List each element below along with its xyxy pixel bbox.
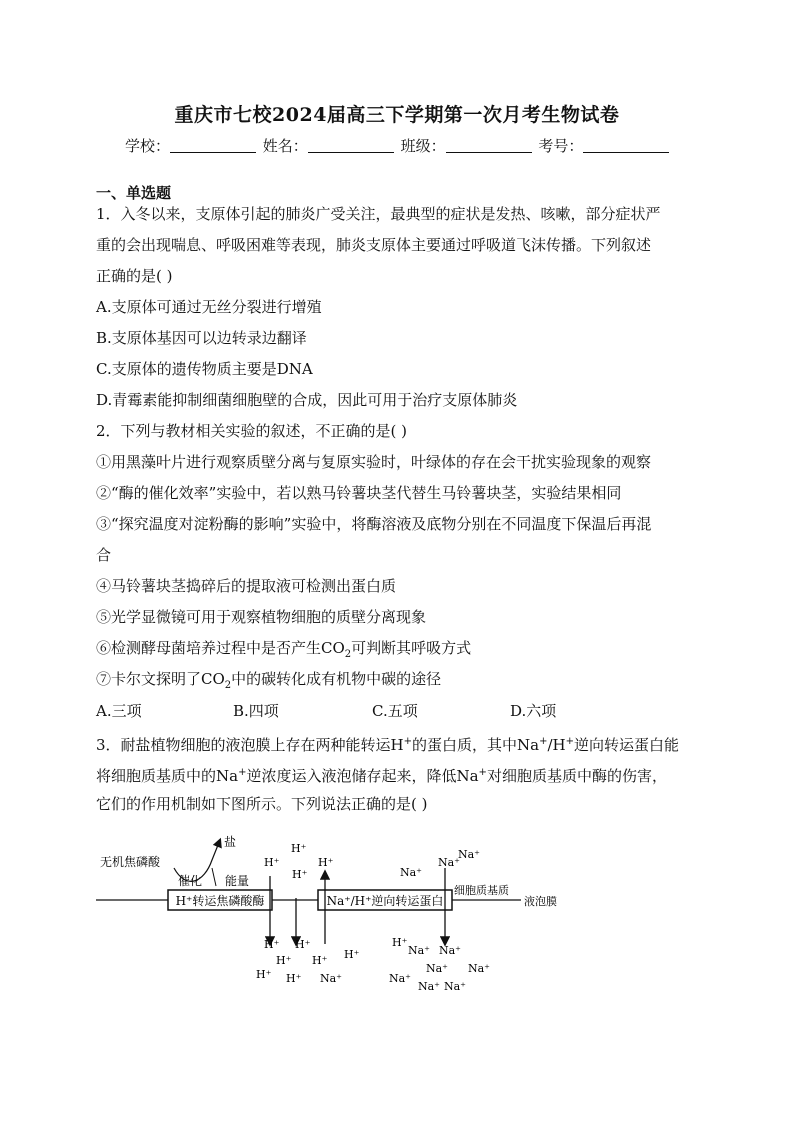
q2-option-b[interactable]: B.四项 <box>233 702 279 720</box>
catalysis-label: 催化 <box>178 874 203 888</box>
svg-text:H⁺: H⁺ <box>292 868 308 881</box>
q2-item: ⑤光学显微镜可用于观察植物细胞的质壁分离现象 <box>96 608 427 626</box>
student-info-line <box>125 135 671 156</box>
q2-item: ②“酶的催化效率”实验中，若以熟马铃薯块茎代替生马铃薯块茎，实验结果相同 <box>96 484 622 502</box>
section-heading: 一、单选题 <box>96 184 172 202</box>
svg-text:Na⁺: Na⁺ <box>418 980 440 993</box>
q3-stem-line: 3．耐盐植物细胞的液泡膜上存在两种能转运H+的蛋白质，其中Na+/H+逆向转运蛋白能 <box>96 736 680 754</box>
q2-stem: 2．下列与教材相关实验的叙述，不正确的是( ) <box>96 422 408 440</box>
q2-item: ⑥检测酵母菌培养过程中是否产生$CO_2$可判断其呼吸方式 <box>96 639 472 660</box>
cytosol-ions <box>264 842 480 881</box>
energy-label: 能量 <box>225 874 250 888</box>
svg-text:H⁺: H⁺ <box>276 954 292 967</box>
q1-stem-line: 正确的是( ) <box>96 267 173 285</box>
q1-stem-line: 1．入冬以来，支原体引起的肺炎广受关注，最典型的症状是发热、咳嗽，部分症状严 <box>96 205 661 223</box>
q2-options <box>96 700 696 722</box>
q2-item: ⑦卡尔文探明了$CO_2$中的碳转化成有机物中碳的途径 <box>96 670 442 691</box>
svg-text:H⁺: H⁺ <box>291 842 307 855</box>
q2-item: ④马铃薯块茎捣碎后的提取液可检测出蛋白质 <box>96 577 397 595</box>
q1-option-a[interactable]: A.支原体可通过无丝分裂进行增殖 <box>96 298 322 316</box>
ppi-label: 无机焦磷酸 <box>100 855 161 869</box>
svg-text:Na⁺: Na⁺ <box>400 866 422 879</box>
q1-stem-line: 重的会出现喘息、呼吸困难等表现，肺炎支原体主要通过呼吸道飞沫传播。下列叙述 <box>96 236 652 254</box>
svg-text:Na⁺: Na⁺ <box>408 944 430 957</box>
q2-option-c[interactable]: C.五项 <box>372 702 418 720</box>
svg-text:Na⁺: Na⁺ <box>426 962 448 975</box>
school-blank[interactable] <box>170 138 256 153</box>
q3-stem-line: 将细胞质基质中的Na+逆浓度运入液泡储存起来，降低Na+对细胞质基质中酶的伤害， <box>96 767 667 785</box>
svg-text:H⁺: H⁺ <box>344 948 360 961</box>
q2-item: ①用黑藻叶片进行观察质壁分离与复原实验时，叶绿体的存在会干扰实验现象的观察 <box>96 453 652 471</box>
svg-text:Na⁺: Na⁺ <box>320 972 342 985</box>
vacuole-ions <box>256 936 490 993</box>
q2-item: ③“探究温度对淀粉酶的影响”实验中，将酶溶液及底物分别在不同温度下保温后再混 <box>96 515 652 533</box>
svg-text:Na⁺: Na⁺ <box>468 962 490 975</box>
svg-text:H⁺: H⁺ <box>264 938 280 951</box>
name-blank[interactable] <box>308 138 394 153</box>
energy-link <box>212 868 216 886</box>
svg-text:H⁺: H⁺ <box>318 856 334 869</box>
svg-text:Na⁺: Na⁺ <box>439 944 461 957</box>
svg-text:Na⁺: Na⁺ <box>444 980 466 993</box>
q2-option-a[interactable]: A.三项 <box>96 702 142 720</box>
q1-option-b[interactable]: B.支原体基因可以边转录边翻译 <box>96 329 307 347</box>
page-title: 重庆市七校2024届高三下学期第一次月考生物试卷 <box>174 104 620 126</box>
svg-text:H⁺: H⁺ <box>392 936 408 949</box>
school-label: 学校： <box>125 137 171 155</box>
name-label: 姓名： <box>262 137 308 155</box>
q2-item: 合 <box>96 546 112 564</box>
svg-text:H⁺: H⁺ <box>256 968 272 981</box>
svg-text:H⁺: H⁺ <box>286 972 302 985</box>
q2-option-d[interactable]: D.六项 <box>510 702 557 720</box>
transport-diagram <box>96 828 596 1003</box>
class-blank[interactable] <box>446 138 532 153</box>
antiporter-label: Na⁺/H⁺逆向转运蛋白 <box>326 894 444 908</box>
svg-text:H⁺: H⁺ <box>264 856 280 869</box>
svg-text:H⁺: H⁺ <box>295 938 311 951</box>
q1-option-c[interactable]: C.支原体的遗传物质主要是DNA <box>96 360 313 378</box>
svg-text:Na⁺: Na⁺ <box>458 848 480 861</box>
number-label: 考号： <box>538 137 584 155</box>
svg-text:H⁺: H⁺ <box>312 954 328 967</box>
q1-option-d[interactable]: D.青霉素能抑制细菌细胞壁的合成，因此可用于治疗支原体肺炎 <box>96 391 518 409</box>
number-blank[interactable] <box>583 138 669 153</box>
q3-stem-line: 它们的作用机制如下图所示。下列说法正确的是( ) <box>96 795 428 813</box>
class-label: 班级： <box>400 137 446 155</box>
cytosol-label: 细胞质基质 <box>454 884 509 897</box>
salt-label: 盐 <box>224 835 237 849</box>
pump-label: H⁺转运焦磷酸酶 <box>175 894 265 908</box>
membrane-label: 液泡膜 <box>524 895 557 908</box>
svg-text:Na⁺: Na⁺ <box>438 856 460 869</box>
svg-text:Na⁺: Na⁺ <box>389 972 411 985</box>
